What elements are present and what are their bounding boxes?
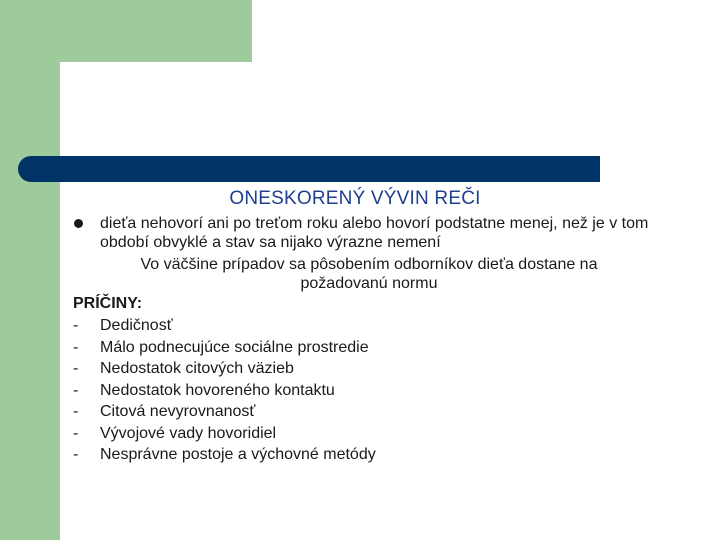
dash-marker: - bbox=[73, 360, 79, 377]
dash-marker: - bbox=[73, 381, 79, 399]
list-item bbox=[73, 337, 673, 359]
list-item bbox=[73, 423, 673, 445]
list-item bbox=[73, 380, 673, 402]
bullet-dot-icon bbox=[74, 219, 83, 228]
list-item-text: Nedostatok hovoreného kontaktu bbox=[100, 381, 335, 399]
decor-corner bbox=[60, 62, 100, 102]
causes-heading: PRÍČINY: bbox=[73, 295, 143, 312]
dash-marker: - bbox=[73, 424, 79, 442]
dash-marker: - bbox=[73, 403, 79, 420]
list-item-text: Nesprávne postoje a výchovné metódy bbox=[100, 446, 376, 463]
list-item-text: Dedičnosť bbox=[100, 317, 173, 334]
list-item bbox=[73, 315, 673, 337]
causes-section bbox=[73, 293, 673, 466]
list-item bbox=[73, 358, 673, 380]
bullet-text: dieťa nehovorí ani po treťom roku alebo hovorí podstatne menej, než je v tom období obvyklé a stav sa nijako výrazne nemení bbox=[100, 215, 649, 251]
list-item bbox=[73, 444, 673, 466]
dash-marker: - bbox=[73, 338, 79, 356]
list-item-text: Citová nevyrovnanosť bbox=[100, 403, 256, 420]
list-item-text: Nedostatok citových väzieb bbox=[100, 360, 294, 377]
slide-title: ONESKORENÝ VÝVIN REČI bbox=[229, 188, 481, 209]
title-bar bbox=[18, 156, 600, 182]
decor-green-left bbox=[0, 0, 60, 540]
sub-text: Vo väčšine prípadov sa pôsobením odborníkov dieťa dostane na požadovanú normu bbox=[140, 256, 598, 292]
list-item bbox=[73, 401, 673, 423]
list-item-text: Vývojové vady hovoridiel bbox=[100, 424, 277, 442]
main-bullet bbox=[72, 214, 662, 252]
dash-marker: - bbox=[73, 446, 79, 463]
dash-marker: - bbox=[73, 317, 79, 334]
list-item-text: Málo podnecujúce sociálne prostredie bbox=[100, 338, 369, 356]
